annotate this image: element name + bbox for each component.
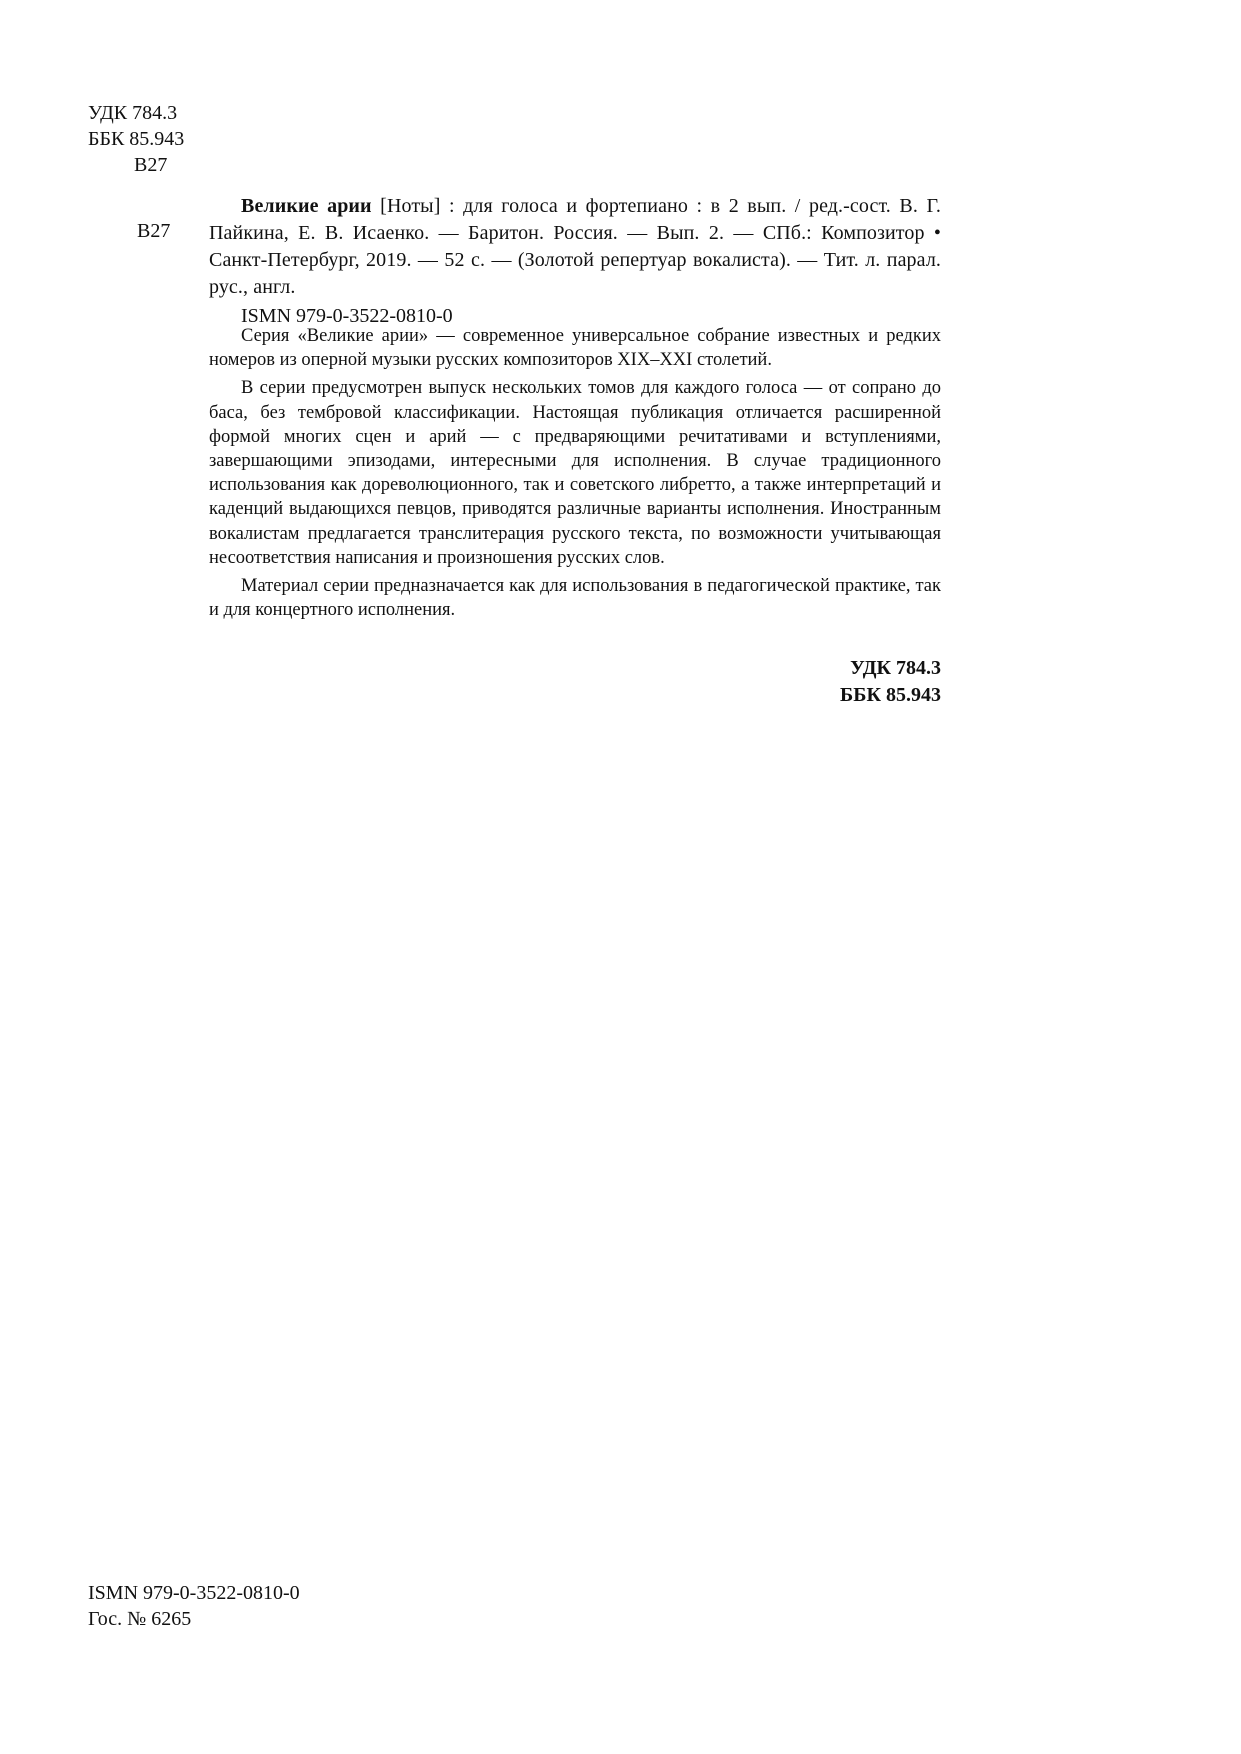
footer-ismn: ISMN 979-0-3522-0810-0 bbox=[88, 1582, 300, 1604]
record-description bbox=[209, 193, 941, 301]
footer-gos-number: Гос. № 6265 bbox=[88, 1608, 192, 1630]
udk-index: УДК 784.3 bbox=[88, 102, 178, 124]
annotation-paragraph: Серия «Великие арии» — современное универсальное собрание известных и редких номеров из оперной музыки русских композиторов XIX–XXI столетий. bbox=[209, 326, 941, 371]
bbk-index: ББК 85.943 bbox=[88, 128, 185, 150]
classification-block bbox=[88, 100, 184, 178]
bibliographic-record bbox=[209, 193, 941, 330]
author-mark-margin: В27 bbox=[137, 220, 171, 242]
annotation-paragraph: В серии предусмотрен выпуск нескольких томов для каждого голоса — от сопрано до баса, без тембровой классификации. Настоящая публикация отличается расширенной формой многих сцен и арий — с предваряющими речитативами и вступлениями, завершающими эпизодами, интересными для исполнения. В случае традиционного использования как дореволюционного, так и советского либретто, а также интерпретаций и каденций выдающихся певцов, приводятся различные варианты исполнения. Иностранным вокалистам предлагается транслитерация русского текста, по возможности учитывающая несоответствия написания и произношения русских слов. bbox=[209, 378, 941, 568]
record-ismn: ISMN 979-0-3522-0810-0 bbox=[241, 305, 453, 327]
classification-codes bbox=[741, 655, 941, 709]
record-title: Великие арии bbox=[241, 195, 372, 217]
bbk-code: ББК 85.943 bbox=[840, 684, 941, 706]
annotation-paragraph: Материал серии предназначается как для использования в педагогической практике, так и для концертного исполнения. bbox=[209, 576, 941, 621]
author-mark: В27 bbox=[134, 154, 168, 176]
record-details: [Ноты] : для голоса и фортепиано : в 2 вып. / ред.-сост. В. Г. Пайкина, Е. В. Исаенко. — Баритон. Россия. — Вып. 2. — СПб.: Композитор • Санкт-Петербург, 2019. — 52 с. — (Золотой репертуар вокалиста). — Тит. л. парал. рус., англ. bbox=[209, 195, 941, 298]
annotation bbox=[209, 324, 941, 626]
footer bbox=[88, 1580, 300, 1632]
udk-code: УДК 784.3 bbox=[850, 657, 941, 679]
